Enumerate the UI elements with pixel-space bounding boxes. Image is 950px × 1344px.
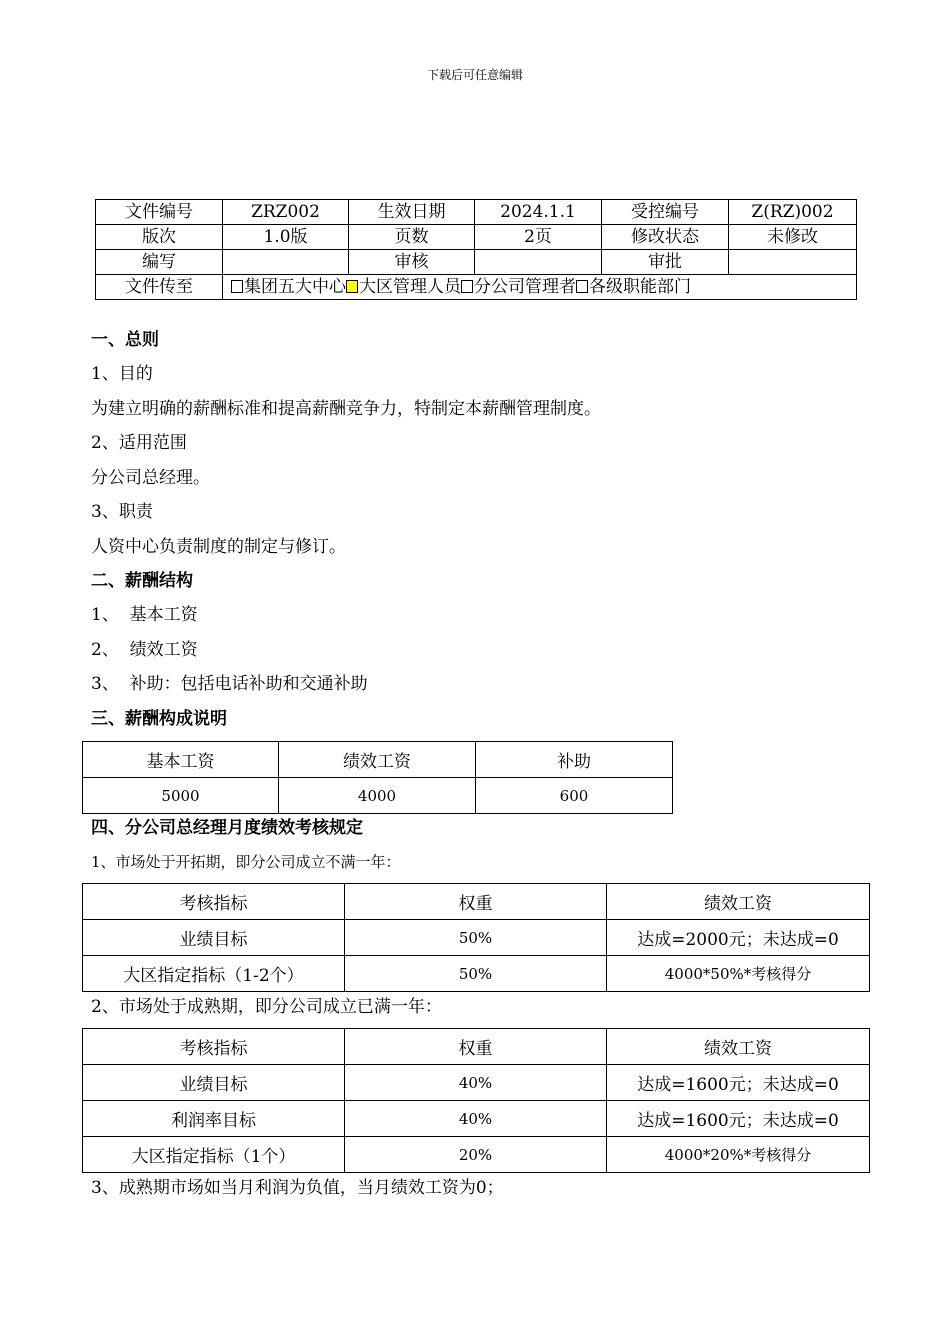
cell-pay: 达成=2000元；未达成=0 — [607, 920, 870, 956]
cell-pay: 达成=1600元；未达成=0 — [607, 1065, 870, 1101]
value-allowance: 600 — [476, 778, 673, 814]
dist-item-group-centers: 集团五大中心 — [244, 277, 346, 297]
table-row — [96, 225, 857, 250]
header-performance-pay: 绩效工资 — [607, 1029, 870, 1065]
section-heading-structure: 二、薪酬结构 — [91, 571, 193, 591]
table-row — [96, 275, 857, 300]
table-row — [83, 1065, 870, 1101]
para-case2: 2、市场处于成熟期，即分公司成立已满一年： — [91, 997, 442, 1017]
cell-doc-number-label: 文件编号 — [96, 200, 223, 225]
header-allowance: 补助 — [476, 742, 673, 778]
value-base-salary: 5000 — [83, 778, 279, 814]
list-item: 3、 补助：包括电话补助和交通补助 — [91, 674, 368, 694]
cell-effective-date: 2024.1.1 — [475, 200, 602, 225]
table-row — [83, 920, 870, 956]
table-row — [96, 200, 857, 225]
cell-effective-date-label: 生效日期 — [349, 200, 475, 225]
para-case1: 1、市场处于开拓期，即分公司成立不满一年： — [91, 853, 401, 871]
cell-pay: 达成=1600元；未达成=0 — [607, 1101, 870, 1137]
checkbox-icon[interactable] — [231, 280, 243, 293]
table-row — [83, 956, 870, 992]
table-row — [96, 250, 857, 275]
cell-weight: 40% — [345, 1101, 607, 1137]
value-performance-salary: 4000 — [279, 778, 476, 814]
salary-composition-table — [82, 741, 673, 814]
table-row — [83, 1137, 870, 1173]
cell-doc-number: ZRZ002 — [223, 200, 349, 225]
header-performance-salary: 绩效工资 — [279, 742, 476, 778]
header-kpi: 考核指标 — [83, 884, 345, 920]
cell-version-label: 版次 — [96, 225, 223, 250]
cell-distribution — [223, 275, 857, 300]
kpi-table-startup — [82, 883, 870, 992]
cell-pages-label: 页数 — [349, 225, 475, 250]
cell-distribution-label: 文件传至 — [96, 275, 223, 300]
cell-revision-label: 修改状态 — [602, 225, 729, 250]
table-row — [83, 742, 673, 778]
cell-pages: 2页 — [475, 225, 602, 250]
header-performance-pay: 绩效工资 — [607, 884, 870, 920]
para-scope-text: 分公司总经理。 — [91, 468, 210, 488]
cell-weight: 50% — [345, 920, 607, 956]
cell-kpi: 大区指定指标（1个） — [83, 1137, 345, 1173]
section-heading-composition: 三、薪酬构成说明 — [91, 709, 227, 729]
cell-kpi: 利润率目标 — [83, 1101, 345, 1137]
checkbox-icon[interactable] — [346, 280, 358, 293]
dist-item-branch-managers: 分公司管理者 — [474, 277, 576, 297]
table-row — [83, 1101, 870, 1137]
cell-approver — [729, 250, 857, 275]
section-heading-general: 一、总则 — [91, 330, 159, 350]
para-duty-text: 人资中心负责制度的制定与修订。 — [91, 537, 346, 557]
dist-item-region-managers: 大区管理人员 — [359, 277, 461, 297]
cell-kpi: 业绩目标 — [83, 920, 345, 956]
cell-approver-label: 审批 — [602, 250, 729, 275]
list-item: 2、 绩效工资 — [91, 640, 198, 660]
para-duty-title: 3、职责 — [91, 502, 153, 522]
cell-author-label: 编写 — [96, 250, 223, 275]
cell-control-number-label: 受控编号 — [602, 200, 729, 225]
table-row — [83, 1029, 870, 1065]
cell-weight: 50% — [345, 956, 607, 992]
section-heading-kpi: 四、分公司总经理月度绩效考核规定 — [91, 818, 363, 838]
para-scope-title: 2、适用范围 — [91, 433, 187, 453]
cell-author — [223, 250, 349, 275]
cell-reviewer-label: 审核 — [349, 250, 475, 275]
cell-version: 1.0版 — [223, 225, 349, 250]
para-purpose-title: 1、目的 — [91, 364, 153, 384]
cell-weight: 20% — [345, 1137, 607, 1173]
header-base-salary: 基本工资 — [83, 742, 279, 778]
cell-revision: 未修改 — [729, 225, 857, 250]
checkbox-icon[interactable] — [461, 280, 473, 293]
header-weight: 权重 — [345, 884, 607, 920]
cell-kpi: 业绩目标 — [83, 1065, 345, 1101]
cell-reviewer — [475, 250, 602, 275]
table-row — [83, 884, 870, 920]
header-weight: 权重 — [345, 1029, 607, 1065]
dist-item-departments: 各级职能部门 — [589, 277, 691, 297]
download-note: 下载后可任意编辑 — [426, 68, 523, 82]
document-info-table — [95, 199, 857, 300]
cell-weight: 40% — [345, 1065, 607, 1101]
list-item: 1、 基本工资 — [91, 605, 198, 625]
cell-kpi: 大区指定指标（1-2个） — [83, 956, 345, 992]
cell-control-number: Z(RZ)002 — [729, 200, 857, 225]
cell-pay: 4000*50%*考核得分 — [607, 956, 870, 992]
para-case3: 3、成熟期市场如当月利润为负值，当月绩效工资为0； — [91, 1178, 504, 1198]
cell-pay: 4000*20%*考核得分 — [607, 1137, 870, 1173]
header-kpi: 考核指标 — [83, 1029, 345, 1065]
checkbox-icon[interactable] — [576, 280, 588, 293]
para-purpose-text: 为建立明确的薪酬标准和提高薪酬竞争力，特制定本薪酬管理制度。 — [91, 399, 601, 419]
table-row — [83, 778, 673, 814]
kpi-table-mature — [82, 1028, 870, 1173]
